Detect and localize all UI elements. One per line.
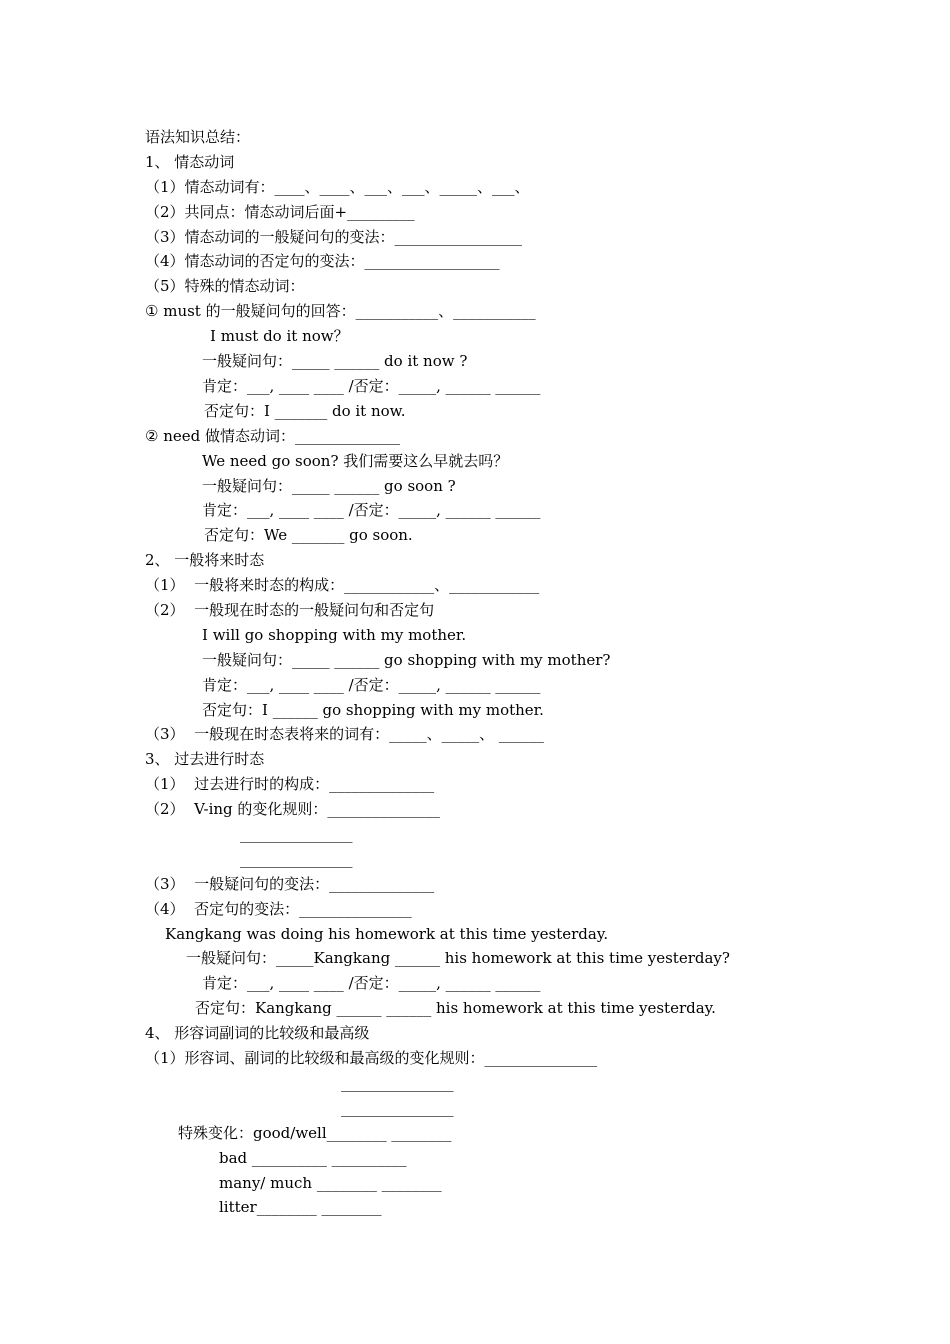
exercise-line: 肯定：___, ____ ____ /否定：_____, ______ ______ [202,377,541,395]
exercise-line: litter________ ________ [219,1198,382,1216]
answer-blank: _______________ [341,1074,454,1092]
exercise-line: 肯定：___, ____ ____ /否定：_____, ______ ______ [202,676,541,694]
exercise-line: 一般疑问句：_____Kangkang ______ his homework at this time yesterday? [186,949,730,967]
question-line: （3） 一般现在时态表将来的词有：_____、_____、 ______ [145,725,544,743]
question-line: （4） 否定句的变法：_______________ [145,900,412,918]
question-line: （5）特殊的情态动词： [145,277,305,295]
exercise-line: 否定句：Kangkang ______ ______ his homework at this time yesterday. [195,999,716,1017]
example-sentence: I will go shopping with my mother. [202,626,467,644]
exercise-line: 否定句：I _______ do it now. [204,402,406,420]
section-heading: 语法知识总结： [145,128,251,146]
example-sentence: We need go soon? 我们需要这么早就去吗？ [202,452,509,470]
exercise-line: 否定句：I ______ go shopping with my mother. [202,701,544,719]
exercise-line: many/ much ________ ________ [219,1174,442,1192]
question-line: （2） V-ing 的变化规则：_______________ [145,800,440,818]
question-line: （4）情态动词的否定句的变法：__________________ [145,252,500,270]
section-title: 1、 情态动词 [145,153,235,171]
question-line: （1） 一般将来时态的构成：____________、____________ [145,576,540,594]
example-sentence: Kangkang was doing his homework at this time yesterday. [165,925,609,943]
answer-blank: _______________ [240,825,353,843]
exercise-line: 特殊变化：good/well________ ________ [178,1124,452,1142]
question-line: （1）形容词、副词的比较级和最高级的变化规则：_______________ [145,1049,598,1067]
question-line: （2）共同点：情态动词后面+_________ [145,203,415,221]
question-line: （3）情态动词的一般疑问句的变法：_________________ [145,228,523,246]
exercise-line: bad __________ __________ [219,1149,407,1167]
exercise-line: 一般疑问句：_____ ______ go shopping with my mother? [202,651,611,669]
exercise-line: 一般疑问句：_____ ______ go soon ? [202,477,456,495]
question-line: （1） 过去进行时的构成：______________ [145,775,435,793]
exercise-line: 肯定：___, ____ ____ /否定：_____, ______ ______ [202,501,541,519]
exercise-line: 肯定：___, ____ ____ /否定：_____, ______ ______ [202,974,541,992]
exercise-line: 一般疑问句：_____ ______ do it now ? [202,352,468,370]
section-title: 2、 一般将来时态 [145,551,265,569]
answer-blank: _______________ [240,850,353,868]
section-title: 3、 过去进行时态 [145,750,265,768]
example-sentence: I must do it now？ [210,327,349,345]
question-line: （1）情态动词有：____、____、___、___、_____、___、 [145,178,530,196]
question-line: ① must 的一般疑问句的回答：___________、___________ [145,302,536,320]
exercise-line: 否定句：We _______ go soon. [204,526,413,544]
section-title: 4、 形容词副词的比较级和最高级 [145,1024,370,1042]
answer-blank: _______________ [341,1099,454,1117]
question-line: （3） 一般疑问句的变法：______________ [145,875,435,893]
question-line: ② need 做情态动词：______________ [145,427,401,445]
question-line: （2） 一般现在时态的一般疑问句和否定句 [145,601,435,619]
